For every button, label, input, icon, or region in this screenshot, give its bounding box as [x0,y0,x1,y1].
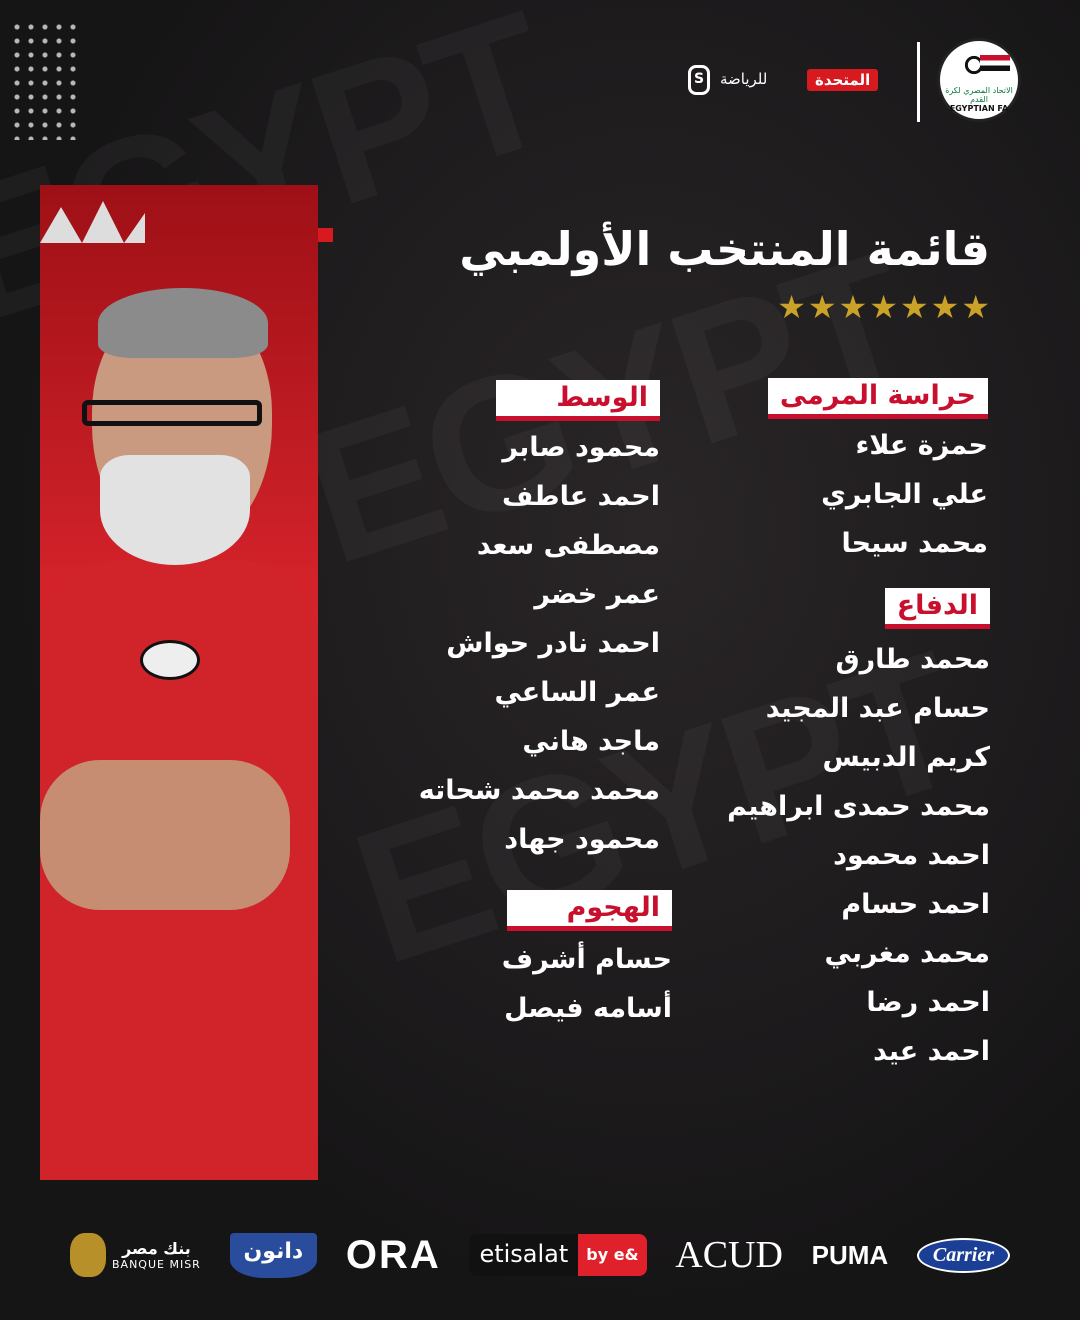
flag-icon [980,55,1010,71]
coach-beard [100,455,250,565]
fa-logo-text: الاتحاد المصري لكرة القدم [945,86,1013,104]
media-brand-rest: للرياضة [720,70,768,88]
player-name: احمد محمود [833,840,990,871]
stars-icon: ★★★★★★★ [777,288,992,326]
player-name: احمد نادر حواش [446,628,660,659]
player-name: احمد عاطف [502,481,660,512]
goalkeepers-section [768,378,988,568]
sponsor-banque-misr [70,1233,201,1277]
media-brand-icon: S [688,65,710,95]
player-name: حمزة علاء [855,430,988,461]
etisalat-text: etisalat [469,1234,578,1276]
dot-pattern [10,20,80,140]
player-name: محمد مغربي [824,938,990,969]
player-name: محمود صابر [502,432,660,463]
player-name: مصطفى سعد [476,530,660,561]
player-name: احمد عيد [873,1036,990,1067]
player-name: احمد حسام [841,889,990,920]
banque-misr-en: BANQUE MISR [112,1258,201,1271]
player-name: محمد طارق [835,644,990,675]
player-name: علي الجابري [821,479,988,510]
sponsor-danone: دانون [230,1233,318,1278]
shirt-crest [140,640,200,680]
sponsor-acud: ACUD [675,1234,783,1276]
banque-misr-emblem-icon [70,1233,106,1277]
player-name: محمد محمد شحاته [418,775,660,806]
header-divider [917,42,920,122]
midfield-header: الوسط [496,380,660,421]
player-name: عمر خضر [534,579,660,610]
defense-header: الدفاع [885,588,990,629]
attack-header: الهجوم [507,890,672,931]
midfield-section [419,380,660,864]
sponsor-carrier: Carrier [917,1238,1010,1273]
sponsors-bar [70,1225,1010,1285]
fa-logo-en: EGYPTIAN FA [949,104,1009,113]
goalkeepers-header: حراسة المرمى [768,378,988,419]
attack-section [502,890,672,1033]
player-name: ماجد هاني [522,726,660,757]
egyptian-fa-logo [937,38,1021,122]
sponsor-etisalat [469,1234,646,1276]
coach-hair [98,288,268,358]
sponsor-ora: ORA [345,1232,441,1277]
banque-misr-ar: بنك مصر [122,1239,191,1258]
player-name: احمد رضا [866,987,990,1018]
page-title: قائمة المنتخب الأولمبي [459,222,990,276]
coach-arms [40,760,290,910]
sponsor-puma: PUMA [811,1239,889,1270]
player-name: محمد سيحا [841,528,988,559]
player-name: كريم الدبيس [822,742,990,773]
player-name: حسام عبد المجيد [765,693,990,724]
coach-glasses [82,400,262,426]
media-brand-highlight: المتحدة [807,69,878,91]
defense-section [727,588,990,1076]
etisalat-by-text: by e& [578,1234,646,1276]
player-name: حسام أشرف [501,944,672,975]
player-name: محمد حمدى ابراهيم [727,791,990,822]
player-name: محمود جهاد [504,824,660,855]
player-name: أسامه فيصل [504,993,672,1024]
player-name: عمر الساعي [494,677,660,708]
